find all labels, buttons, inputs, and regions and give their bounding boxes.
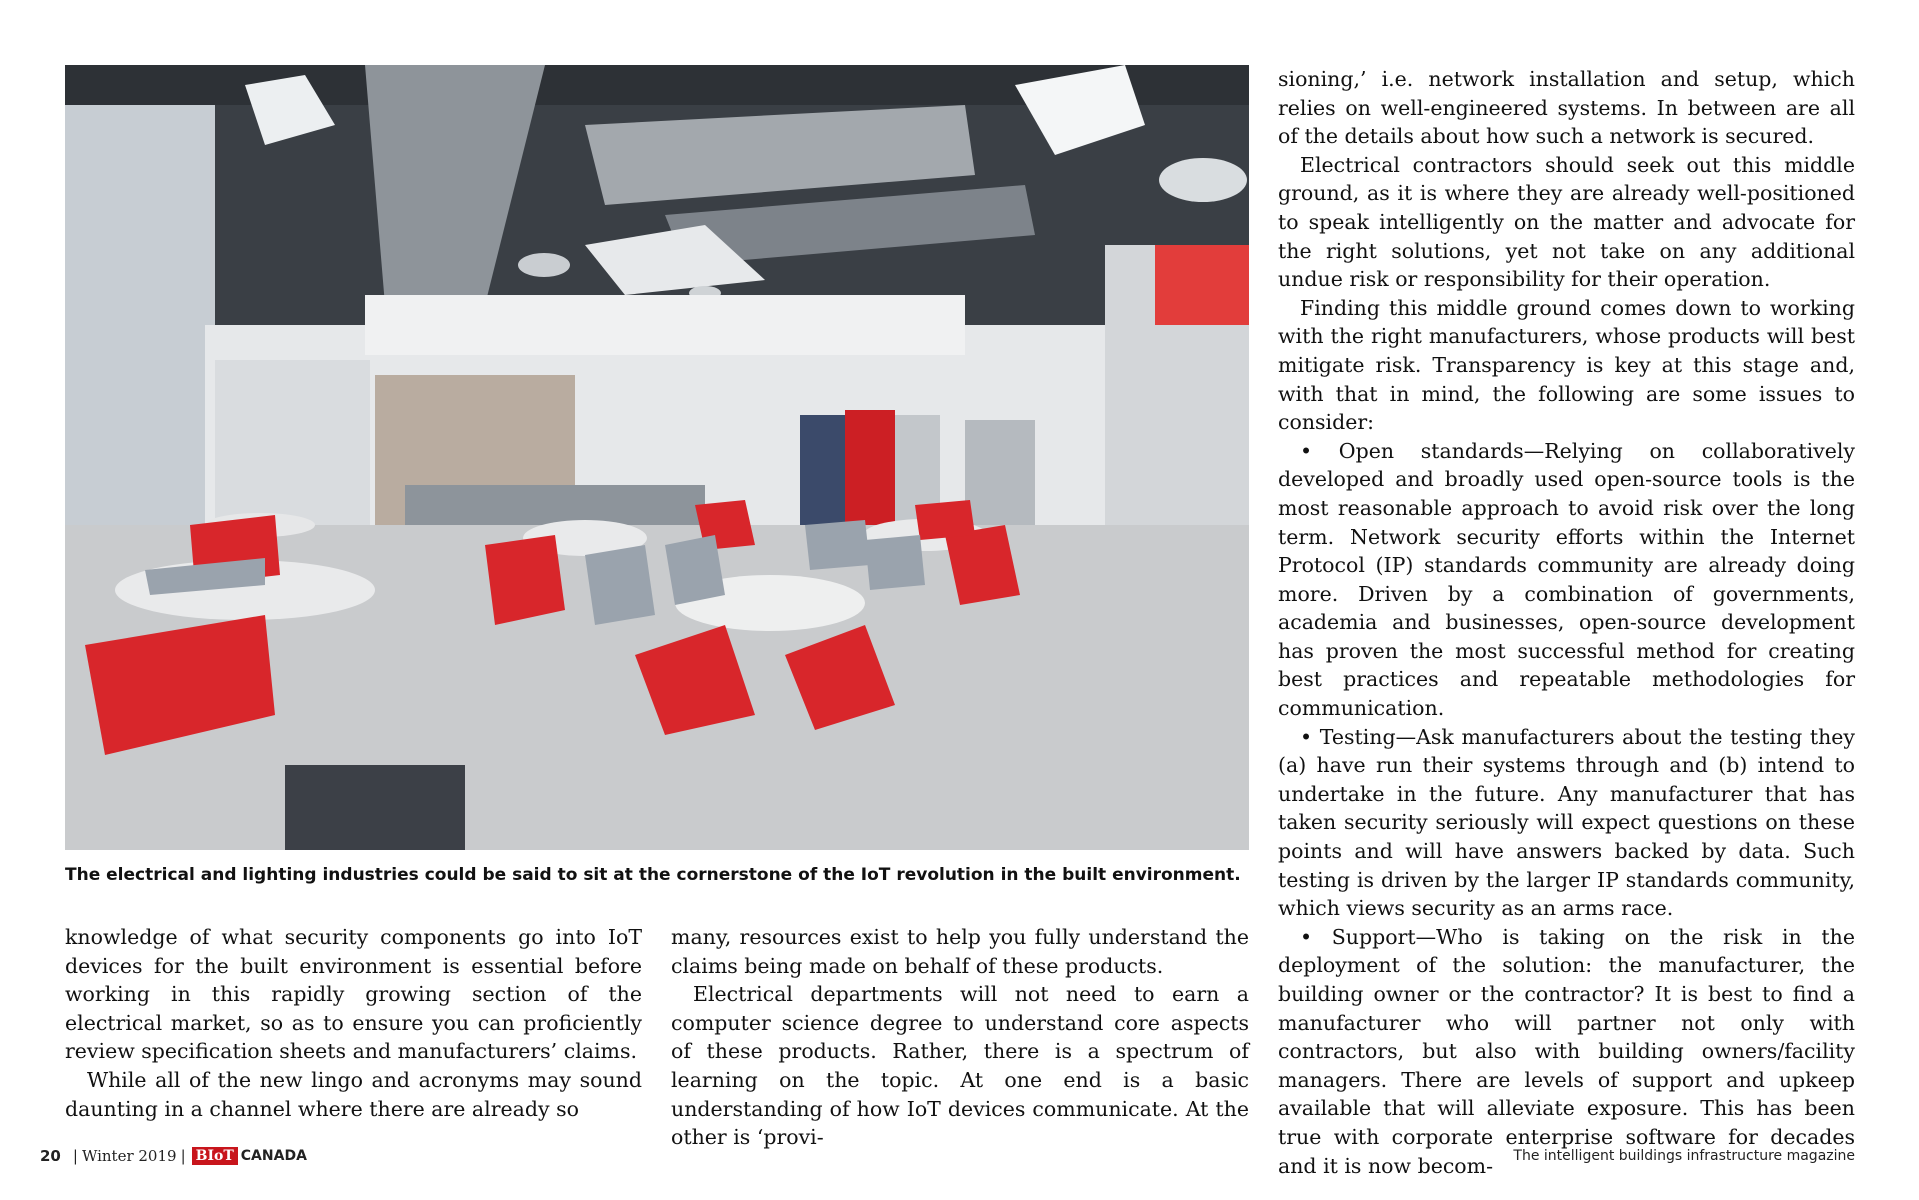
- text-column-middle: [671, 923, 1249, 1152]
- bullet-testing: • Testing—Ask manufacturers about the testing they (a) have run their systems through and (b) intend to undertake in the future. Any manufacturer that has taken security seriously will expect questions on these points and will have answers backed by data. Such testing is driven by the larger IP standards community, which views security as an arms race.: [1278, 724, 1855, 921]
- paragraph: Finding this middle ground comes down to working with the right manufacturers, whose products will best mitigate risk. Transparency is key at this stage and, with that in mind, the following are some issues to consider:: [1278, 295, 1855, 435]
- paragraph: Electrical contractors should seek out this middle ground, as it is where they are already well-positioned to speak intelligently on the matter and advocate for the right solutions, yet not take on any additional undue risk or responsibility for their operation.: [1278, 152, 1855, 292]
- paragraph: While all of the new lingo and acronyms may sound daunting in a channel where there are already so: [65, 1067, 642, 1121]
- paragraph: many, resources exist to help you fully understand the claims being made on behalf of these products.: [671, 925, 1249, 978]
- footer-separator: |: [180, 1147, 186, 1165]
- paragraph: Electrical departments will not need to earn a computer science degree to understand core aspects of these products. Rather, there is a spectrum of learning on the topic. At one end is a basic understanding of how IoT devices communicate. At the other is ‘provi-: [671, 982, 1249, 1150]
- paragraph: sioning,’ i.e. network installation and setup, which relies on well-engineered systems. In between are all of the details about how such a network is secured.: [1278, 67, 1855, 149]
- logo-canada: CANADA: [240, 1148, 307, 1164]
- page-footer-left: [40, 1147, 307, 1165]
- text-column-right: [1278, 65, 1855, 1180]
- bullet-support: • Support—Who is taking on the risk in the deployment of the solution: the manufacturer, the building owner or the contractor? It is best to find a manufacturer who will partner not only with contractors, but also with building owners/facility managers. There are levels of support and upkeep available that will alleviate exposure. This has been true with corporate enterprise software for decades and it is now becom-: [1278, 924, 1855, 1178]
- page-number: 20: [40, 1147, 61, 1165]
- bullet-open-standards: • Open standards—Relying on collaboratively developed and broadly used open-source tools is the most reasonable approach to avoid risk over the long term. Network security efforts within the Internet Protocol (IP) standards community are already doing more. Driven by a combination of governments, academia and businesses, open-source development has proven the most successful method for creating best practices and repeatable methodologies for communication.: [1278, 438, 1855, 721]
- cafeteria-illustration: [65, 65, 1249, 850]
- footer-separator: |: [72, 1147, 78, 1165]
- cafeteria-photo: [65, 65, 1249, 850]
- biot-canada-logo: [192, 1147, 307, 1165]
- paragraph: knowledge of what security components go into IoT devices for the built environment is essential before working in this rapidly growing section of the electrical market, so as to ensure you can proficiently review specification sheets and manufacturers’ claims.: [65, 925, 642, 1064]
- text-column-left: [65, 923, 642, 1123]
- logo-biot: BIoT: [192, 1147, 238, 1165]
- magazine-tagline: The intelligent buildings infrastructure magazine: [1513, 1148, 1855, 1164]
- photo-caption: The electrical and lighting industries could be said to sit at the cornerstone of the IoT revolution in the built environment.: [65, 865, 1241, 885]
- issue-label: Winter 2019: [81, 1147, 177, 1165]
